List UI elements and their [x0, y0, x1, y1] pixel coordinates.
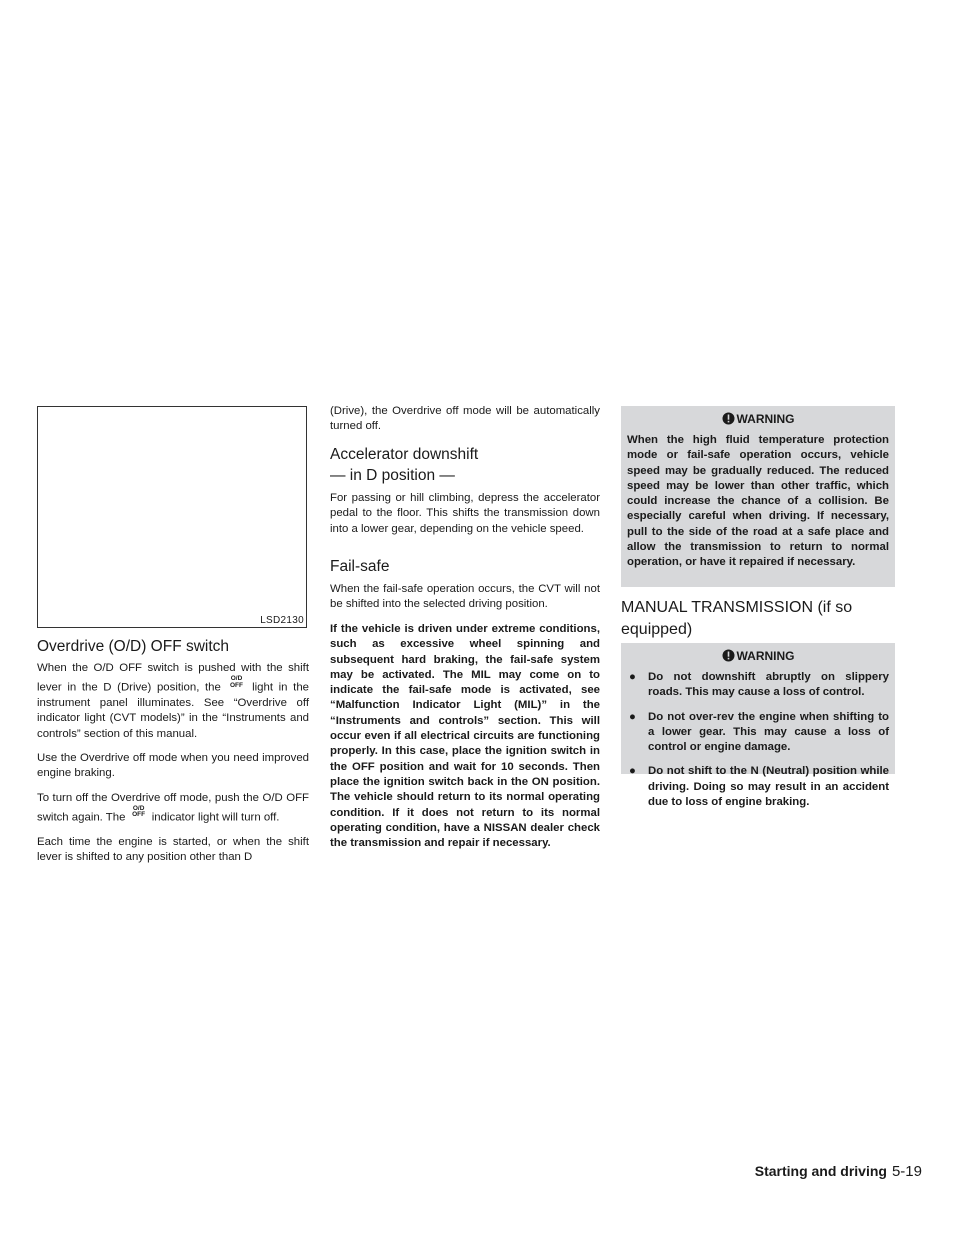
- heading-overdrive-switch: Overdrive (O/D) OFF switch: [37, 638, 230, 655]
- heading-accelerator-downshift: Accelerator downshift — in D position —: [330, 446, 479, 484]
- paragraph-continued: (Drive), the Overdrive off mode will be automatically turned off.: [330, 405, 600, 433]
- warning-header-1: [621, 406, 895, 427]
- paragraph-accelerator: For passing or hill climbing, depress the accelerator pedal to the floor. This shifts the transmission down into a lower gear, depending on the vehicle speed.: [330, 492, 600, 535]
- warning-icon: [722, 649, 735, 662]
- paragraph-fail-safe-bold: If the vehicle is driven under extreme conditions, such as excessive wheel spinning and subsequent hard braking, the fail-safe system may be activated. The MIL may come on to indicate the fail-safe mode is activated, see “Malfunction Indicator Light (MIL)” in the “Instruments and controls” section. This will occur even if all electrical circuits are functioning properly. In this case, place the ignition switch in the OFF position and wait for 10 seconds. Then place the ignition switch back in the ON position. The vehicle should return to its normal operating condition. If it does not return to its normal operating condition, have a NISSAN dealer check the transmission and repair if necessary.: [330, 623, 600, 850]
- od-off-indicator-icon-2: O/D OFF: [132, 804, 146, 819]
- paragraph-overdrive-3: [37, 791, 309, 826]
- paragraph-overdrive-1: [37, 661, 309, 742]
- warning-list-2: [621, 664, 895, 810]
- bullet-icon: ●: [629, 765, 636, 778]
- footer-section-title: Starting and driving: [754, 1163, 887, 1179]
- warning-icon: [722, 412, 735, 425]
- figure-code: LSD2130: [260, 615, 304, 626]
- paragraph-overdrive-2: Use the Overdrive off mode when you need improved engine braking.: [37, 751, 309, 780]
- figure-illustration: [37, 406, 307, 628]
- paragraph-overdrive-4: Each time the engine is started, or when the shift lever is shifted to any position other than D: [37, 835, 309, 863]
- warning-item: ● Do not over-rev the engine when shifting to a lower gear. This may cause a loss of control or engine damage.: [629, 710, 889, 754]
- overdrive-text: [37, 661, 309, 865]
- bullet-icon: ●: [629, 710, 636, 723]
- paragraph-overdrive-1-a: When the O/D OFF switch is pushed with the shift lever in the D (Drive) position, the: [37, 662, 309, 694]
- od-off-indicator-icon: O/D OFF: [229, 675, 243, 689]
- heading-fail-safe: Fail-safe: [330, 558, 390, 575]
- paragraph-fail-safe: When the fail-safe operation occurs, the CVT will not be shifted into the selected driving position.: [330, 583, 600, 611]
- paragraph-overdrive-3-b: indicator light will turn off.: [151, 811, 280, 824]
- paragraph-overdrive-1-b: light in the instrument panel illuminates. See “Overdrive off indicator light (CVT models)” in the “Instruments and controls” section of this manual.: [37, 681, 309, 740]
- paragraph-overdrive-3-a: To turn off the Overdrive off mode, push the O/D OFF switch again. The: [37, 791, 309, 824]
- warning-item: ● Do not shift to the N (Neutral) position while driving. Doing so may result in an accident due to loss of engine braking.: [629, 765, 889, 809]
- warning-box-1: [621, 406, 895, 587]
- warning-item: ● Do not downshift abruptly on slippery roads. This may cause a loss of control.: [629, 671, 889, 699]
- warning-title-1: WARNING: [736, 412, 795, 426]
- bullet-icon: ●: [629, 671, 636, 683]
- section-heading-manual-transmission: MANUAL TRANSMISSION (if so equipped): [621, 599, 853, 638]
- warning-box-2: [621, 643, 895, 809]
- warning-header-2: [621, 643, 895, 664]
- page-number: 5-19: [891, 1163, 922, 1180]
- warning-title-2: WARNING: [736, 649, 795, 663]
- warning-text-1: When the high fluid temperature protection mode or fail-safe operation occurs, vehicle speed may be gradually reduced. The reduced speed may be lower than other traffic, which could increase the chance of a collision. Be especially careful when driving. If necessary, pull to the side of the road at a safe place and allow the transmission to return to normal operation, or have it repaired if necessary.: [627, 434, 889, 569]
- page-footer: [755, 1163, 922, 1180]
